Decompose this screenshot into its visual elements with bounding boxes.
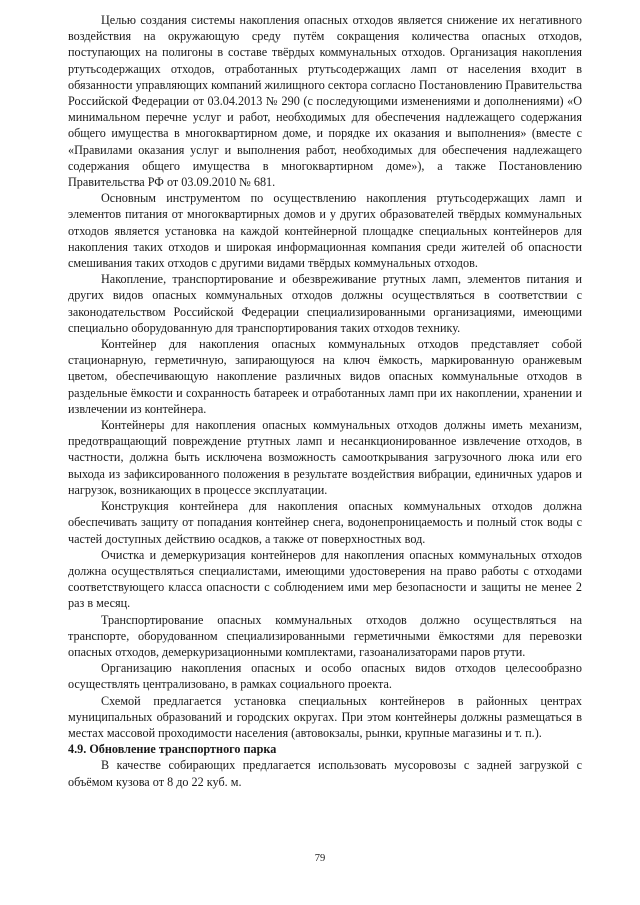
page-number: 79 [314,853,326,864]
body-text [68,12,582,790]
section-heading: 4.9. Обновление транспортного парка [68,742,277,757]
paragraph-1: Целью создания системы накопления опасных отходов является снижение их негативного воздействия на окружающую среду путём сокращения количества опасных отходов, поступающих на полигоны в составе твёрдых коммунальных отходов. Организация накопления ртутьсодержащих отходов, отработанных ртутьсодержащих ламп от населения входит в обязанности управляющих компаний жилищного сектора согласно Постановлению Правительства Российской Федерации от 03.04.2013 № 290 (с последующими изменениями и дополнениями) «О минимальном перечне услуг и работ, необходимых для обеспечения надлежащего содержания общего имущества в многоквартирном доме, и порядке их оказания и выполнения» (вместе с «Правилами оказания услуг и выполнения работ, необходимых для обеспечения надлежащего содержания общего имущества в многоквартирном доме»), а также Постановлению Правительства РФ от 03.09.2010 № 681. [68,13,582,190]
paragraph-9: Организацию накопления опасных и особо опасных видов отходов целесообразно осуществлять централизовано, в рамках социального проекта. [68,661,582,692]
paragraph-6: Конструкция контейнера для накопления опасных коммунальных отходов должна обеспечивать защиту от попадания контейнер снега, водонепроницаемость и полный сток воды с частей доступных действию осадков, а также от поверхностных вод. [68,499,582,546]
paragraph-8: Транспортирование опасных коммунальных отходов должно осуществляться на транспорте, оборудованном специализированными герметичными ёмкостями для перевозки опасных отходов, демеркуризационными комплектами, газоанализаторами паров ртути. [68,612,582,659]
paragraph-2: Основным инструментом по осуществлению накопления ртутьсодержащих ламп и элементов питания от многоквартирных домов и у других образователей твёрдых коммунальных отходов является установка на каждой контейнерной площадке специальных контейнеров для накопления таких отходов и широкая информационная компания среди жителей об опасности смешивания таких отходов с другими видами твёрдых коммунальных отходов. [68,191,582,271]
final-paragraph: В качестве собирающих предлагается использовать мусоровозы с задней загрузкой с объёмом кузова от 8 до 22 куб. м. [68,758,582,789]
paragraph-4: Контейнер для накопления опасных коммунальных отходов представляет собой стационарную, герметичную, запирающуюся на ключ ёмкость, маркированную оранжевым цветом, обеспечивающую накопление различных видов опасных коммунальные отходов в раздельные ёмкости и сохранность батареек и отработанных ламп при их накоплении, хранении и извлечении из контейнера. [68,337,582,416]
paragraph-7: Очистка и демеркуризация контейнеров для накопления опасных коммунальных отходов должна осуществляться специалистами, имеющими удостоверения на право работы с отходами соответствующего класса опасности с соблюдением ими мер безопасности и защиты не менее 2 раз в месяц. [68,547,582,611]
paragraph-10: Схемой предлагается установка специальных контейнеров в районных центрах муниципальных образований и городских округах. При этом контейнеры должны размещаться в местах массовой проходимости населения (автовокзалы, рынки, крупные магазины и т. п.). [68,693,582,740]
paragraph-5: Контейнеры для накопления опасных коммунальных отходов должны иметь механизм, предотвращающий повреждение ртутных ламп и несанкционированное извлечение отходов, в частности, должна быть исключена возможность самооткрывания загрузочного люка или его выхода из зафиксированного положения в результате воздействия вибрации, единичных ударов и нагрузок, возникающих в процессе эксплуатации. [68,418,582,497]
paragraph-3: Накопление, транспортирование и обезвреживание ртутных ламп, элементов питания и других видов опасных коммунальных отходов должны осуществляться в соответствии с законодательством Российской Федерации специализированными организациями, имеющими специально оборудованную для транспортирования таких отходов технику. [68,272,582,335]
